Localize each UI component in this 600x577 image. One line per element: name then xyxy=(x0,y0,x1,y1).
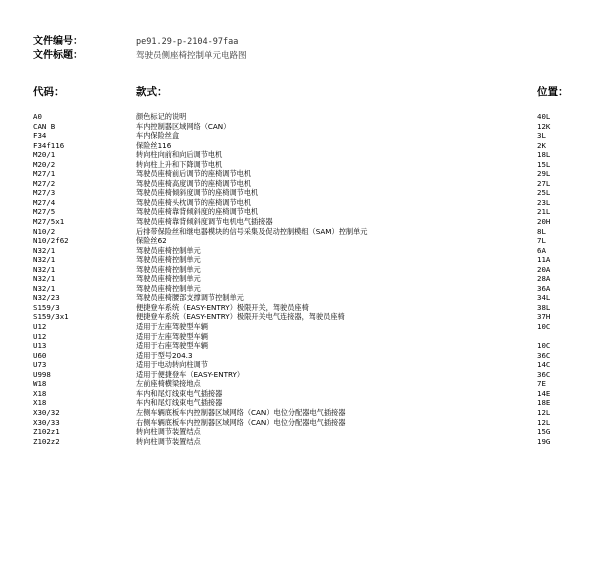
list-item xyxy=(0,160,600,170)
component-code: M27/5x1 xyxy=(33,217,65,227)
component-position: 21L xyxy=(537,207,551,217)
list-item xyxy=(0,188,600,198)
component-description: 左侧车辆底板车内控制器区域网络（CAN）电位分配器电气插接器 xyxy=(136,407,346,417)
component-position: 2K xyxy=(537,140,546,150)
component-description: 驾驶员座椅控制单元 xyxy=(136,245,201,255)
list-item xyxy=(0,217,600,227)
component-description: 适用于型号204.3 xyxy=(136,350,193,360)
component-code: U12 xyxy=(33,322,47,332)
component-code: M27/5 xyxy=(33,207,56,217)
component-position: 36C xyxy=(537,350,551,360)
component-description: 车内和尾灯线束电气插接器 xyxy=(136,388,223,398)
component-code: N10/2f62 xyxy=(33,236,69,246)
component-position: 40L xyxy=(537,112,551,121)
list-item xyxy=(0,341,600,351)
component-position: 25L xyxy=(537,188,551,198)
component-code: S159/3x1 xyxy=(33,312,69,322)
component-position: 38L xyxy=(537,302,551,312)
component-code: U60 xyxy=(33,350,47,360)
component-position: 19G xyxy=(537,436,551,446)
list-item xyxy=(0,112,600,122)
list-item xyxy=(0,437,600,447)
component-description: 驾驶员座椅靠背倾斜度的座椅调节电机 xyxy=(136,207,259,217)
component-code: N32/1 xyxy=(33,255,56,265)
list-item xyxy=(0,150,600,160)
component-position: 12L xyxy=(537,417,551,427)
component-code: F34f116 xyxy=(33,140,65,150)
component-description: 颜色标记的说明 xyxy=(136,112,187,121)
component-description: 转向柱调节装置结点 xyxy=(136,436,201,446)
component-code: M27/4 xyxy=(33,197,56,207)
component-description: 驾驶员座椅高度调节的座椅调节电机 xyxy=(136,178,252,188)
component-code: X18 xyxy=(33,388,47,398)
component-description: 驾驶员座椅倾斜度调节的座椅调节电机 xyxy=(136,188,259,198)
component-description: 车内和尾灯线束电气插接器 xyxy=(136,398,223,408)
component-position: 27L xyxy=(537,178,551,188)
component-description: 后排带保险丝和继电器模块的信号采集及促动控制模组（SAM）控制单元 xyxy=(136,226,368,236)
component-code: U12 xyxy=(33,331,47,341)
component-position: 7E xyxy=(537,379,546,389)
list-item xyxy=(0,236,600,246)
component-code: M20/2 xyxy=(33,159,56,169)
component-position: 23L xyxy=(537,197,551,207)
component-description: 驾驶员座椅控制单元 xyxy=(136,274,201,284)
component-code: U73 xyxy=(33,360,47,370)
component-position: 12L xyxy=(537,407,551,417)
component-position: 18E xyxy=(537,398,551,408)
list-item xyxy=(0,418,600,428)
list-item xyxy=(0,379,600,389)
component-position: 29L xyxy=(537,169,551,179)
component-description: 驾驶员座椅控制单元 xyxy=(136,255,201,265)
component-description: 驾驶员座椅靠背倾斜度调节电机电气插接器 xyxy=(136,217,273,227)
list-item xyxy=(0,131,600,141)
list-item xyxy=(0,322,600,332)
component-code: Z102z2 xyxy=(33,436,60,446)
list-item xyxy=(0,389,600,399)
component-description: 保险丝62 xyxy=(136,236,167,246)
component-position: 34L xyxy=(537,293,551,303)
component-description: 转向柱向前和向后调节电机 xyxy=(136,150,223,160)
list-item xyxy=(0,427,600,437)
component-description: 驾驶员座椅头枕调节的座椅调节电机 xyxy=(136,197,252,207)
component-position: 20A xyxy=(537,264,551,274)
list-item xyxy=(0,312,600,322)
component-description: 驾驶员座椅腰部支撑调节控制单元 xyxy=(136,293,244,303)
component-code: X30/33 xyxy=(33,417,60,427)
list-item xyxy=(0,227,600,237)
component-code: M27/3 xyxy=(33,188,56,198)
component-description: 转向柱调节装置结点 xyxy=(136,427,201,437)
list-item xyxy=(0,274,600,284)
doc-title-value: 驾驶员侧座椅控制单元电路图 xyxy=(136,51,247,61)
component-code: M27/2 xyxy=(33,178,56,188)
component-code: N32/23 xyxy=(33,293,60,303)
component-code: F34 xyxy=(33,131,47,141)
list-item xyxy=(0,179,600,189)
component-position: 20H xyxy=(537,217,551,227)
component-position: 10C xyxy=(537,322,551,332)
component-description: 转向柱上升和下降调节电机 xyxy=(136,159,223,169)
component-description: 便捷登车系统（EASY-ENTRY）极限开关电气连接器，驾驶员座椅 xyxy=(136,312,345,322)
component-description: 右侧车辆底板车内控制器区域网络（CAN）电位分配器电气插接器 xyxy=(136,417,346,427)
component-description: 驾驶员座椅控制单元 xyxy=(136,283,201,293)
doc-title-label: 文件标题： xyxy=(33,50,83,61)
component-code: Z102z1 xyxy=(33,427,60,437)
component-position: 18L xyxy=(537,150,551,160)
component-code: M20/1 xyxy=(33,150,56,160)
component-position: 3L xyxy=(537,131,546,141)
component-code: S159/3 xyxy=(33,302,60,312)
component-code: N32/1 xyxy=(33,274,56,284)
component-position: 11A xyxy=(537,255,551,265)
list-item xyxy=(0,141,600,151)
component-description: 适用于左座驾驶型车辆 xyxy=(136,322,208,332)
component-description: 适用于左座驾驶型车辆 xyxy=(136,331,208,341)
component-position: 15L xyxy=(537,159,551,169)
column-header-desc: 款式： xyxy=(136,86,168,98)
component-code: CAN B xyxy=(33,121,56,131)
column-header-pos: 位置： xyxy=(537,86,569,98)
component-position: 14E xyxy=(537,388,551,398)
component-description: 驾驶员座椅控制单元 xyxy=(136,264,201,274)
component-code: M27/1 xyxy=(33,169,56,179)
list-item xyxy=(0,122,600,132)
component-description: 便捷登车系统（EASY-ENTRY）极限开关，驾驶员座椅 xyxy=(136,302,309,312)
component-position: 15G xyxy=(537,427,551,437)
component-position: 28A xyxy=(537,274,551,284)
list-item xyxy=(0,303,600,313)
component-description: 左前座椅横梁接地点 xyxy=(136,379,201,389)
list-item xyxy=(0,408,600,418)
list-item xyxy=(0,284,600,294)
list-item xyxy=(0,398,600,408)
component-position: 7L xyxy=(537,236,546,246)
component-code: N32/1 xyxy=(33,245,56,255)
list-item xyxy=(0,265,600,275)
component-position: 36C xyxy=(537,369,551,379)
list-item xyxy=(0,370,600,380)
component-description: 驾驶员座椅前后调节的座椅调节电机 xyxy=(136,169,252,179)
component-position: 6A xyxy=(537,245,546,255)
component-description: 车内保险丝盒 xyxy=(136,131,180,141)
component-description: 适用于便捷登车（EASY-ENTRY） xyxy=(136,369,245,379)
list-item xyxy=(0,255,600,265)
component-code: N10/2 xyxy=(33,226,56,236)
component-code: A0 xyxy=(33,112,42,121)
component-position: 36A xyxy=(537,283,551,293)
list-item xyxy=(0,332,600,342)
component-description: 保险丝116 xyxy=(136,140,172,150)
component-position: 12K xyxy=(537,121,551,131)
component-list xyxy=(0,112,600,446)
component-code: N32/1 xyxy=(33,283,56,293)
column-header-code: 代码： xyxy=(33,86,65,98)
component-code: U13 xyxy=(33,341,47,351)
list-item xyxy=(0,246,600,256)
list-item xyxy=(0,293,600,303)
list-item xyxy=(0,198,600,208)
component-code: W18 xyxy=(33,379,47,389)
doc-number-value: pe91.29-p-2104-97faa xyxy=(136,37,239,47)
component-code: X30/32 xyxy=(33,407,60,417)
list-item xyxy=(0,360,600,370)
list-item xyxy=(0,351,600,361)
component-position: 14C xyxy=(537,360,551,370)
component-code: X18 xyxy=(33,398,47,408)
component-description: 车内控制器区域网络（CAN） xyxy=(136,121,231,131)
doc-number-label: 文件编号： xyxy=(33,36,83,47)
component-description: 适用于右座驾驶型车辆 xyxy=(136,341,208,351)
list-item xyxy=(0,207,600,217)
component-position: 37H xyxy=(537,312,551,322)
list-item xyxy=(0,169,600,179)
component-code: N32/1 xyxy=(33,264,56,274)
component-position: 10C xyxy=(537,341,551,351)
component-position: 8L xyxy=(537,226,546,236)
component-description: 适用于电动转向柱调节 xyxy=(136,360,208,370)
component-code: U998 xyxy=(33,369,51,379)
